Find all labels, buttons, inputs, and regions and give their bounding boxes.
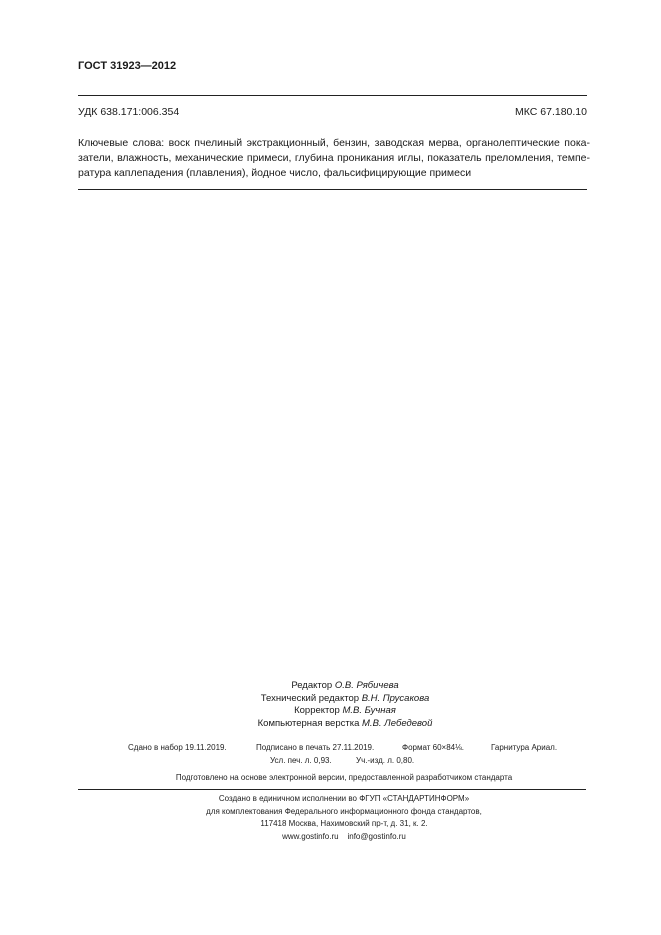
keywords-line: Ключевые слова: воск пчелиный экстракционный, бензин, заводская мерва, органолептические пока- xyxy=(78,137,590,149)
publisher-address: 117418 Москва, Нахимовский пр-т, д. 31, к. 2. xyxy=(260,819,428,829)
credits-block xyxy=(180,680,510,730)
top-divider xyxy=(78,95,587,96)
keywords-line: ратура каплепадения (плавления), йодное число, фальсифицирующие примеси xyxy=(78,167,472,179)
credit-label: Компьютерная верстка xyxy=(257,717,360,729)
credit-editor xyxy=(180,680,510,693)
publisher-website-link[interactable]: www.gostinfo.ru xyxy=(282,832,339,842)
mks-code: МКС 67.180.10 xyxy=(515,106,587,118)
print-format: Формат 60×84⅛. xyxy=(402,743,465,752)
signed-to-print: Подписано в печать 27.11.2019. xyxy=(256,743,375,752)
prepared-note: Подготовлено на основе электронной версии, предоставленной разработчиком стандарта xyxy=(175,773,513,782)
keywords-block xyxy=(78,136,590,181)
keywords-line: затели, влажность, механические примеси, глубина проникания иглы, показатель преломления, темпе- xyxy=(78,152,590,164)
publisher-line: для комплектования Федерального информационного фонда стандартов, xyxy=(206,806,482,816)
publisher-block xyxy=(78,793,610,844)
typeface: Гарнитура Ариал. xyxy=(491,743,558,752)
publisher-sheets: Уч.-изд. л. 0,80. xyxy=(356,756,415,765)
credit-name: В.Н. Прусакова xyxy=(361,692,430,704)
publisher-line: Создано в единичном исполнении во ФГУП «СТАНДАРТИНФОРМ» xyxy=(218,794,470,803)
credit-tech-editor xyxy=(180,693,510,706)
print-sheets: Усл. печ. л. 0,93. xyxy=(270,756,332,765)
credit-name: О.В. Рябичева xyxy=(334,680,399,691)
credit-name: М.В. Бучная xyxy=(342,705,396,717)
credit-layout xyxy=(180,718,510,731)
credit-proofreader xyxy=(180,705,510,718)
credit-label: Редактор xyxy=(291,680,333,691)
publisher-divider xyxy=(78,789,586,790)
publisher-email-link[interactable]: info@gostinfo.ru xyxy=(347,832,406,842)
credit-name: М.В. Лебедевой xyxy=(362,717,433,729)
keywords-divider xyxy=(78,189,587,190)
publisher-contacts xyxy=(78,831,610,844)
credit-label: Корректор xyxy=(294,705,340,717)
document-number: ГОСТ 31923—2012 xyxy=(78,60,177,72)
udk-code: УДК 638.171:006.354 xyxy=(78,106,180,118)
credit-label: Технический редактор xyxy=(260,692,360,704)
sent-to-set: Сдано в набор 19.11.2019. xyxy=(128,743,227,752)
